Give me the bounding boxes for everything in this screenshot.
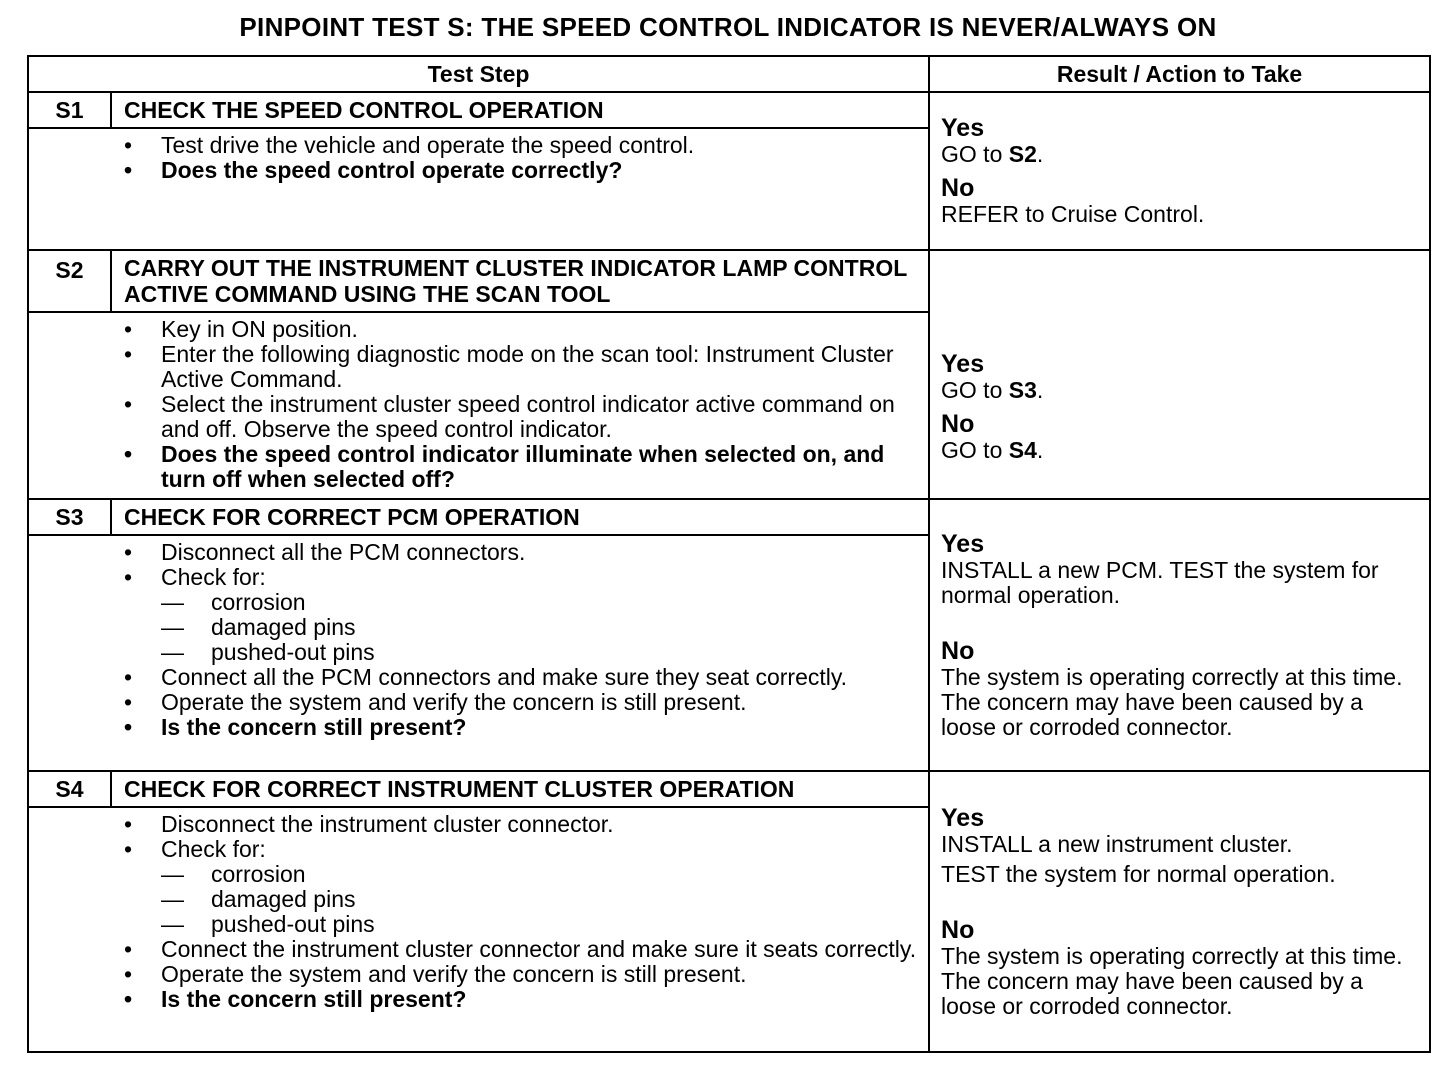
step-result [929,499,1430,771]
step-heading: CHECK THE SPEED CONTROL OPERATION [111,92,929,128]
no-label: No [941,915,975,944]
step-heading: CARRY OUT THE INSTRUMENT CLUSTER INDICATOR LAMP CONTROL ACTIVE COMMAND USING THE SCAN TOOL [111,250,929,312]
list-item: • Does the speed control operate correctly? [29,158,928,183]
list-item: — damaged pins [29,615,928,640]
no-action: The system is operating correctly at this time. The concern may have been caused by a loose or corroded connector. [941,942,1403,1019]
header-result-action: Result / Action to Take [929,56,1430,92]
yes-action: GO to S2. [941,141,1044,167]
no-action: REFER to Cruise Control. [941,201,1205,227]
yes-action-2: TEST the system for normal operation. [941,860,1336,887]
list-item: • Key in ON position. [29,317,928,342]
list-item: • Is the concern still present? [29,987,928,1012]
list-item: • Operate the system and verify the concern is still present. [29,690,928,715]
step-instructions [28,807,929,1052]
step-result [929,92,1430,250]
list-item: • Connect all the PCM connectors and make sure they seat correctly. [29,665,928,690]
list-item: • Operate the system and verify the concern is still present. [29,962,928,987]
list-item: — corrosion [29,862,928,887]
yes-label: Yes [941,349,985,378]
page-title: PINPOINT TEST S: THE SPEED CONTROL INDICATOR IS NEVER/ALWAYS ON [239,12,1217,42]
no-action: GO to S4. [941,436,1044,463]
step-result [929,250,1430,499]
yes-label: Yes [941,114,985,142]
step-heading: CHECK FOR CORRECT PCM OPERATION [111,499,929,535]
step-instructions [28,128,929,250]
list-item: • Is the concern still present? [29,715,928,740]
list-item: • Connect the instrument cluster connector and make sure it seats correctly. [29,937,928,962]
step-s3-heading-row [28,499,1430,535]
list-item: • Select the instrument cluster speed control indicator active command on and off. Observe the speed control indicator. [29,392,928,442]
list-item: • Disconnect the instrument cluster connector. [29,812,928,837]
step-id: S1 [28,92,111,128]
step-id: S3 [28,499,111,535]
step-heading: CHECK FOR CORRECT INSTRUMENT CLUSTER OPERATION [111,771,929,807]
list-item: • Check for: [29,565,928,590]
step-instructions [28,312,929,499]
step-result [929,771,1430,1052]
pinpoint-test-table [27,55,1431,1053]
yes-action: INSTALL a new PCM. TEST the system for normal operation. [941,556,1379,608]
table-header-row [28,56,1430,92]
step-s4-heading-row [28,771,1430,807]
list-item: — pushed-out pins [29,640,928,665]
yes-label: Yes [941,529,985,558]
list-item: • Check for: [29,837,928,862]
list-item: • Does the speed control indicator illuminate when selected on, and turn off when selected off? [29,442,928,492]
yes-action: INSTALL a new instrument cluster. [941,830,1293,857]
header-test-step: Test Step [28,56,929,92]
list-item: — pushed-out pins [29,912,928,937]
step-s2-heading-row [28,250,1430,312]
list-item: • Disconnect all the PCM connectors. [29,540,928,565]
list-item: • Enter the following diagnostic mode on the scan tool: Instrument Cluster Active Command. [29,342,928,392]
list-item: — corrosion [29,590,928,615]
list-item: — damaged pins [29,887,928,912]
no-action: The system is operating correctly at this time. The concern may have been caused by a loose or corroded connector. [941,663,1403,740]
step-id: S4 [28,771,111,807]
no-label: No [941,636,975,665]
step-s1-heading-row [28,92,1430,128]
no-label: No [941,409,975,438]
step-instructions [28,535,929,771]
list-item: • Test drive the vehicle and operate the speed control. [29,133,928,158]
step-id: S2 [28,250,111,312]
no-label: No [941,174,975,202]
yes-action: GO to S3. [941,376,1044,403]
yes-label: Yes [941,803,985,832]
